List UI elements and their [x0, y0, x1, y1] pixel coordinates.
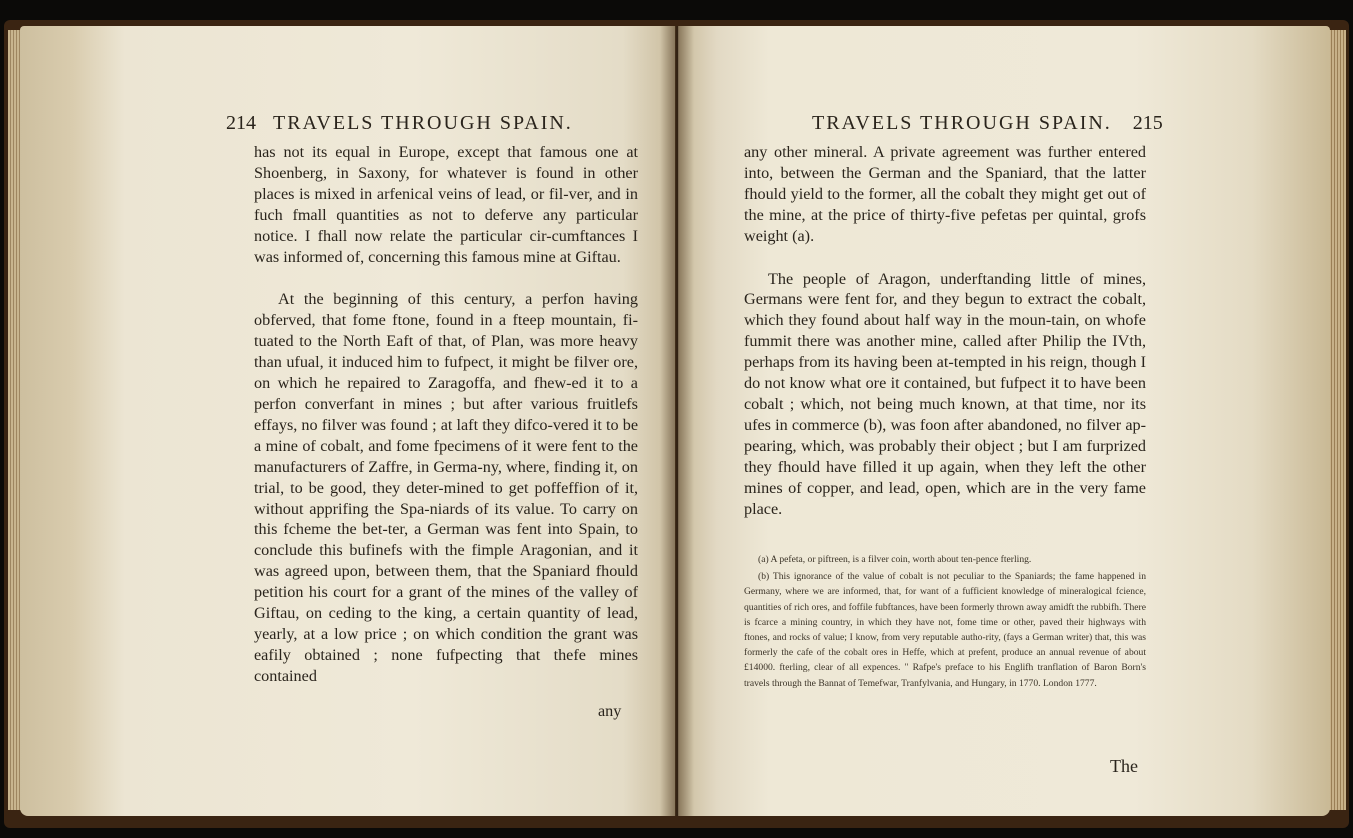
- footnotes: [744, 552, 1146, 693]
- left-paragraph-1: has not its equal in Europe, except that famous one at Shoenberg, in Saxony, for whatever is found in other places is mixed in arfenical veins of lead, or fil-ver, and in fuch fmall quantities as not to deferve any particular notice. I fhall now relate the particular cir-cumftances I was informed of, concerning this famous mine at Giftau.: [254, 143, 638, 266]
- right-page: [678, 26, 1330, 816]
- right-title: TRAVELS THROUGH SPAIN.: [812, 112, 1112, 134]
- right-body-text: [744, 142, 1146, 519]
- right-paragraph-2: The people of Aragon, underftanding little of mines, Germans were fent for, and they begun to extract the cobalt, which they found about half way in the moun-tain, on whofe fummit there was another mine, called after Philip the IVth, perhaps from its having been at-tempted in his reign, though I do not know what ore it contained, but fufpect it to have been cobalt ; which, not being much known, at that time, nor its ufes in commerce (b), was foon after abandoned, no filver ap-pearing, which, was probably their object ; but I am furprized they fhould have filled it up again, when they left the other mines of copper, and lead, open, which are in the very fame place.: [744, 269, 1146, 518]
- right-paragraph-1: any other mineral. A private agreement was further entered into, between the German and the Spaniard, that the latter fhould yield to the former, all the cobalt they might get out of the mine, at the price of thirty-five pefetas per quintal, grofs weight (a).: [744, 143, 1146, 245]
- left-body-text: [254, 142, 638, 687]
- left-catchword: any: [598, 702, 622, 720]
- left-page: [20, 26, 675, 816]
- book-gutter: [660, 26, 694, 816]
- right-page-number: 215: [1132, 112, 1163, 134]
- left-paragraph-2: At the beginning of this century, a perfon having obferved, that fome ftone, found in a fteep mountain, fi-tuated to the North Eaft of that, of Plan, was more heavy than ufual, it induced him to fufpect, it might be filver ore, on which he repaired to Zaragoffa, and fhew-ed it to a perfon converfant in mines ; but after various fruitlefs effays, no filver was found ; at laft they difco-vered it to be a mine of cobalt, and fome fpecimens of it were fent to the manufacturers of Zaffre, in Germa-ny, where, finding it, on trial, to be good, they deter-mined to get poffeffion of it, without apprifing the Spa-niards of its value. To carry on this fcheme the bet-ter, a German was fent into Spain, to conclude this bufinefs with the fimple Aragonian, and it was agreed upon, between them, that the Spaniard fhould petition his court for a grant of the mines of the valley of Giftau, on ceding to the king, a certain quantity of lead, yearly, at a low price ; on which condition the grant was eafily obtained ; none fufpecting that thefe mines contained: [254, 290, 638, 685]
- left-running-head: [226, 112, 573, 135]
- right-running-head: [812, 112, 1163, 135]
- left-page-number: 214: [226, 112, 256, 134]
- left-title: TRAVELS THROUGH SPAIN.: [273, 112, 573, 134]
- footnote-b: (b) This ignorance of the value of cobalt is not peculiar to the Spaniards; the fame happened in Germany, where we are informed, that, for want of a fufficient knowledge of mineralogical fcience, quantities of rich ores, and foffile fubftances, have been formerly thrown away amidft the rubbifh. There is fcarce a mining country, in which they have not, fome time or other, paved their highways with ftones, and rocks of value; I know, from very reputable autho-rity, (fays a German writer) that, this was formerly the cafe of the cobalt ores in Heffe, which at prefent, produce an annual revenue of about £14000. fterling, clear of all expences. " Rafpe's preface to his Englifh tranflation of Baron Born's travels through the Bannat of Temefwar, Tranfylvania, and Hungary, in 1770. London 1777.: [744, 571, 1146, 689]
- right-catchword: The: [1110, 756, 1138, 776]
- footnote-a: (a) A pefeta, or piftreen, is a filver coin, worth about ten-pence fterling.: [758, 554, 1032, 565]
